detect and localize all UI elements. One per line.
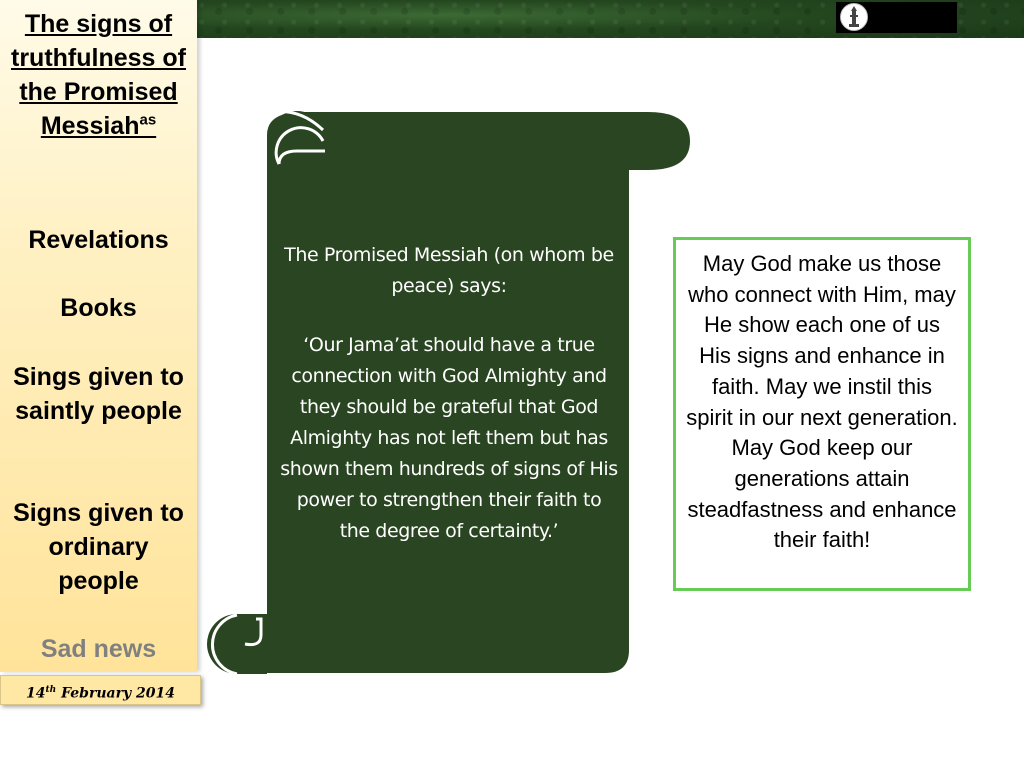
sidebar-item-sad-news[interactable]: Sad news <box>40 635 157 663</box>
minaret-icon <box>840 3 868 31</box>
sidebar-item-saintly-signs[interactable]: Sings given to saintly people <box>13 363 184 425</box>
date-suffix: th <box>45 685 57 695</box>
sidebar-item-books[interactable]: Books <box>60 294 137 322</box>
date-label <box>0 675 201 705</box>
scroll-intro: The Promised Messiah (on whom be peace) says: <box>284 244 614 297</box>
date-day: 14 <box>26 685 46 702</box>
logo-box <box>836 2 957 33</box>
prayer-message-box <box>673 237 971 591</box>
scroll-quote: ‘Our Jama’at should have a true connection with God Almighty and they should be grateful that God Almighty has not left them but has shown them hundreds of signs of His power to strengthen their faith to the degree of certainty.’ <box>280 334 618 542</box>
date-rest: February 2014 <box>61 685 175 702</box>
scroll-quote-panel <box>280 240 618 547</box>
sidebar-item-revelations[interactable]: Revelations <box>28 226 169 254</box>
title-superscript: as <box>139 111 157 129</box>
sidebar-title-text: The signs of truthfulness of the Promised Messiah <box>11 10 186 140</box>
sidebar-nav <box>0 0 197 672</box>
prayer-message-text: May God make us those who connect with Him, may He show each one of us His signs and enhance in faith. May we instil this spirit in our next generation. May God keep our generations attain steadfastness and enhance their faith! <box>686 251 958 553</box>
sidebar-title[interactable] <box>8 7 189 143</box>
sidebar-item-ordinary-signs[interactable]: Signs given to ordinary people <box>13 499 184 595</box>
